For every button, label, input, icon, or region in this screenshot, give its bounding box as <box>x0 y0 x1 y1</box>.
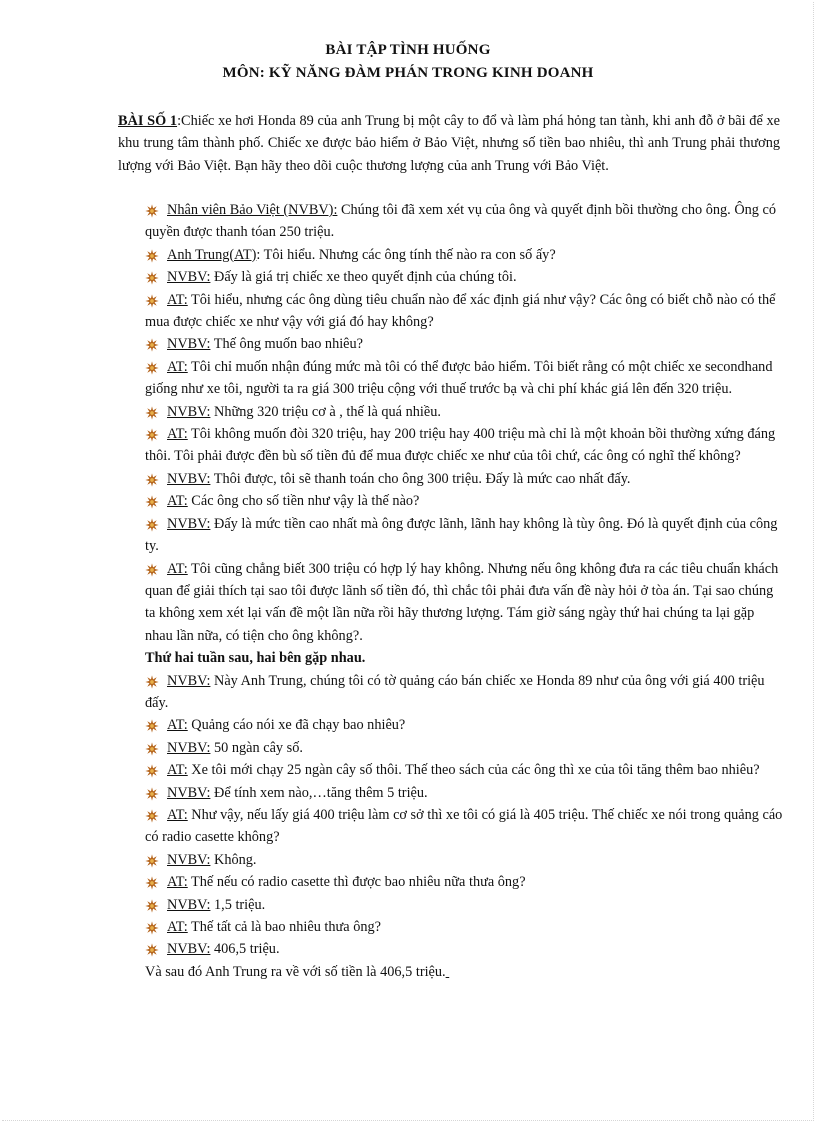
dialogue-line <box>145 356 785 401</box>
speaker-label: AT: <box>167 919 188 935</box>
dialogue-line <box>145 289 785 334</box>
speaker-label: NVBV: <box>167 269 211 286</box>
star-burst-icon <box>145 293 159 307</box>
speech-text: Xe tôi mới chạy 25 ngàn cây số thôi. Thế theo sách của các ông thì xe của tôi tăng thêm bao nhiêu? <box>187 762 760 779</box>
speaker-label: AT: <box>167 560 188 577</box>
star-burst-icon <box>145 786 159 800</box>
dialogue-line <box>145 782 785 804</box>
star-burst-icon <box>145 853 159 867</box>
speech-text: Tôi không muốn đòi 320 triệu, hay 200 triệu hay 400 triệu mà chỉ là một khoản bồi thường xứng đáng thôi. Tôi phải được đền bù số tiền đủ để mua được chiếc xe như của tôi chứ, các ông có nghĩ thế không? <box>145 426 776 465</box>
dialogue-line <box>145 423 785 468</box>
speech-text: Thế nếu có radio casette thì được bao nhiêu nữa thưa ông? <box>187 874 526 891</box>
speech-text: Thế ông muốn bao nhiêu? <box>210 336 364 353</box>
dialogue-line <box>145 737 785 759</box>
speaker-label: NVBV: <box>167 336 211 353</box>
speech-text: Thế tất cả là bao nhiêu thưa ông? <box>187 919 382 935</box>
speech-text: Quảng cáo nói xe đã chạy bao nhiêu? <box>187 717 406 734</box>
speaker-label: AT: <box>167 717 188 734</box>
star-burst-icon <box>145 920 159 934</box>
speaker-label: AT: <box>167 806 188 823</box>
dialogue-line <box>145 894 785 916</box>
speaker-label: NVBV: <box>167 515 211 532</box>
speech-text: Đấy là giá trị chiếc xe theo quyết định của chúng tôi. <box>210 269 517 286</box>
star-burst-icon <box>145 203 159 217</box>
dialogue-line <box>145 871 785 893</box>
dialogue-line <box>145 558 785 648</box>
speech-text: Thôi được, tôi sẽ thanh toán cho ông 300 triệu. Đấy là mức cao nhất đấy. <box>210 470 631 487</box>
star-burst-icon <box>145 741 159 755</box>
speech-text: Tôi chỉ muốn nhận đúng mức mà tôi có thể được bảo hiểm. Tôi biết rằng có một chiếc xe secondhand giống như xe tôi, người ta ra giá 300 triệu cộng với thuế trước bạ và chi phí khác giá lên đến 320 triệu. <box>145 358 773 398</box>
star-burst-icon <box>145 562 159 576</box>
speech-text: Tôi hiểu, nhưng các ông dùng tiêu chuẩn nào để xác định giá như vậy? Các ông có biết chỗ nào có thể mua được chiếc xe như vậy với giá đó hay không? <box>145 291 776 331</box>
speaker-label: NVBV: <box>167 896 211 913</box>
dialogue-line <box>145 759 785 781</box>
dialogue-line <box>145 849 785 871</box>
speaker-label: AT: <box>167 426 188 443</box>
dialogue-line <box>145 513 785 558</box>
dialogue-line <box>145 714 785 736</box>
dialogue-line <box>145 266 785 288</box>
dialogue-part-2 <box>145 670 785 961</box>
speech-text: : Tôi hiểu. Nhưng các ông tính thế nào ra con số ấy? <box>256 246 556 263</box>
star-burst-icon <box>145 248 159 262</box>
speaker-label: AT: <box>167 762 188 779</box>
star-burst-icon <box>145 270 159 284</box>
dialogue-line <box>145 916 785 938</box>
speech-text: Chúng tôi đã xem xét vụ của ông và quyết định bồi thường cho ông. Ông có quyền được thanh tóan 250 triệu. <box>145 202 777 241</box>
speech-text: Này Anh Trung, chúng tôi có tờ quảng cáo bán chiếc xe Honda 89 như của ông với giá 400 triệu đấy. <box>145 672 765 711</box>
speaker-label: NVBV: <box>167 739 211 756</box>
star-burst-icon <box>145 337 159 351</box>
dialogue-line <box>145 804 785 849</box>
speaker-label: Anh Trung(AT) <box>167 246 257 263</box>
speech-text: Như vậy, nếu lấy giá 400 triệu làm cơ sở thì xe tôi có giá là 405 triệu. Thế chiếc xe nói trong quảng cáo có radio casette không? <box>145 806 783 846</box>
star-burst-icon <box>145 427 159 441</box>
speaker-label: AT: <box>167 291 188 308</box>
speaker-label: AT: <box>167 874 188 891</box>
document-subtitle: MÔN: KỸ NĂNG ĐÀM PHÁN TRONG KINH DOANH <box>222 65 594 81</box>
speaker-label: NVBV: <box>167 470 211 487</box>
section-heading: Thứ hai tuần sau, hai bên gặp nhau. <box>145 650 366 667</box>
speaker-label: NVBV: <box>167 403 211 420</box>
dialogue-line <box>145 333 785 355</box>
speaker-label: NVBV: <box>167 941 211 958</box>
document-title: BÀI TẬP TÌNH HUỐNG <box>325 42 491 58</box>
star-burst-icon <box>145 942 159 956</box>
speech-text: Tôi cũng chẳng biết 300 triệu có hợp lý hay không. Nhưng nếu ông không đưa ra các tiêu chuẩn khách quan để giải thích tại sao tôi được lãnh số tiền đó, thì chắc tôi phải đưa vấn đề này hỏi ở tòa án. Tại sao chúng ta không xem xét lại vấn đề một lần nữa rồi hãy thương lượng. Tám giờ sáng ngày thứ hai chúng ta lại gặp nhau lần nữa, có tiện cho ông không?. <box>145 560 779 644</box>
speech-text: Không. <box>210 851 257 868</box>
dialogue-line <box>145 468 785 490</box>
case-label: BÀI SỐ 1 <box>118 113 178 129</box>
star-burst-icon <box>145 360 159 374</box>
case-description: :Chiếc xe hơi Honda 89 của anh Trung bị một cây to đổ và làm phá hỏng tan tành, khi anh đỗ ở bãi để xe khu trung tâm thành phố. Chiếc xe được bảo hiểm ở Bảo Việt, nhưng số tiền bao nhiêu, thì anh Trung phải thương lượng với Bảo Việt. Bạn hãy theo dõi cuộc thương lượng của anh Trung với Bảo Việt. <box>118 113 780 174</box>
speaker-label: NVBV: <box>167 784 211 801</box>
star-burst-icon <box>145 898 159 912</box>
speech-text: 50 ngàn cây số. <box>210 739 303 756</box>
star-burst-icon <box>145 405 159 419</box>
star-burst-icon <box>145 517 159 531</box>
dialogue-line <box>145 938 785 960</box>
dialogue-line <box>145 401 785 423</box>
star-burst-icon <box>145 808 159 822</box>
speech-text: 406,5 triệu. <box>210 941 280 958</box>
speech-text: Đấy là mức tiền cao nhất mà ông được lãnh, lãnh hay không là tùy ông. Đó là quyết định của công ty. <box>145 515 778 555</box>
speech-text: Để tính xem nào,…tăng thêm 5 triệu. <box>210 784 428 801</box>
speech-text: Các ông cho số tiền như vậy là thế nào? <box>187 493 420 510</box>
speaker-label: NVBV: <box>167 672 211 689</box>
star-burst-icon <box>145 718 159 732</box>
speech-text: 1,5 triệu. <box>210 896 266 913</box>
star-burst-icon <box>145 472 159 486</box>
dialogue-line <box>145 490 785 512</box>
closing-line: Và sau đó Anh Trung ra về với số tiền là 406,5 triệu. <box>145 963 446 980</box>
dialogue-line <box>145 670 785 715</box>
case-intro <box>118 110 780 177</box>
dialogue-part-1 <box>145 199 785 647</box>
speech-text: Những 320 triệu cơ à , thế là quá nhiều. <box>210 403 441 420</box>
dialogue <box>145 199 785 983</box>
speaker-label: AT: <box>167 358 188 375</box>
speaker-label: NVBV: <box>167 851 211 868</box>
speaker-label: Nhân viên Bảo Việt (NVBV): <box>167 202 338 218</box>
speaker-label: AT: <box>167 493 188 510</box>
dialogue-line <box>145 199 785 244</box>
star-burst-icon <box>145 763 159 777</box>
dialogue-line <box>145 244 785 266</box>
star-burst-icon <box>145 875 159 889</box>
star-burst-icon <box>145 674 159 688</box>
star-burst-icon <box>145 494 159 508</box>
